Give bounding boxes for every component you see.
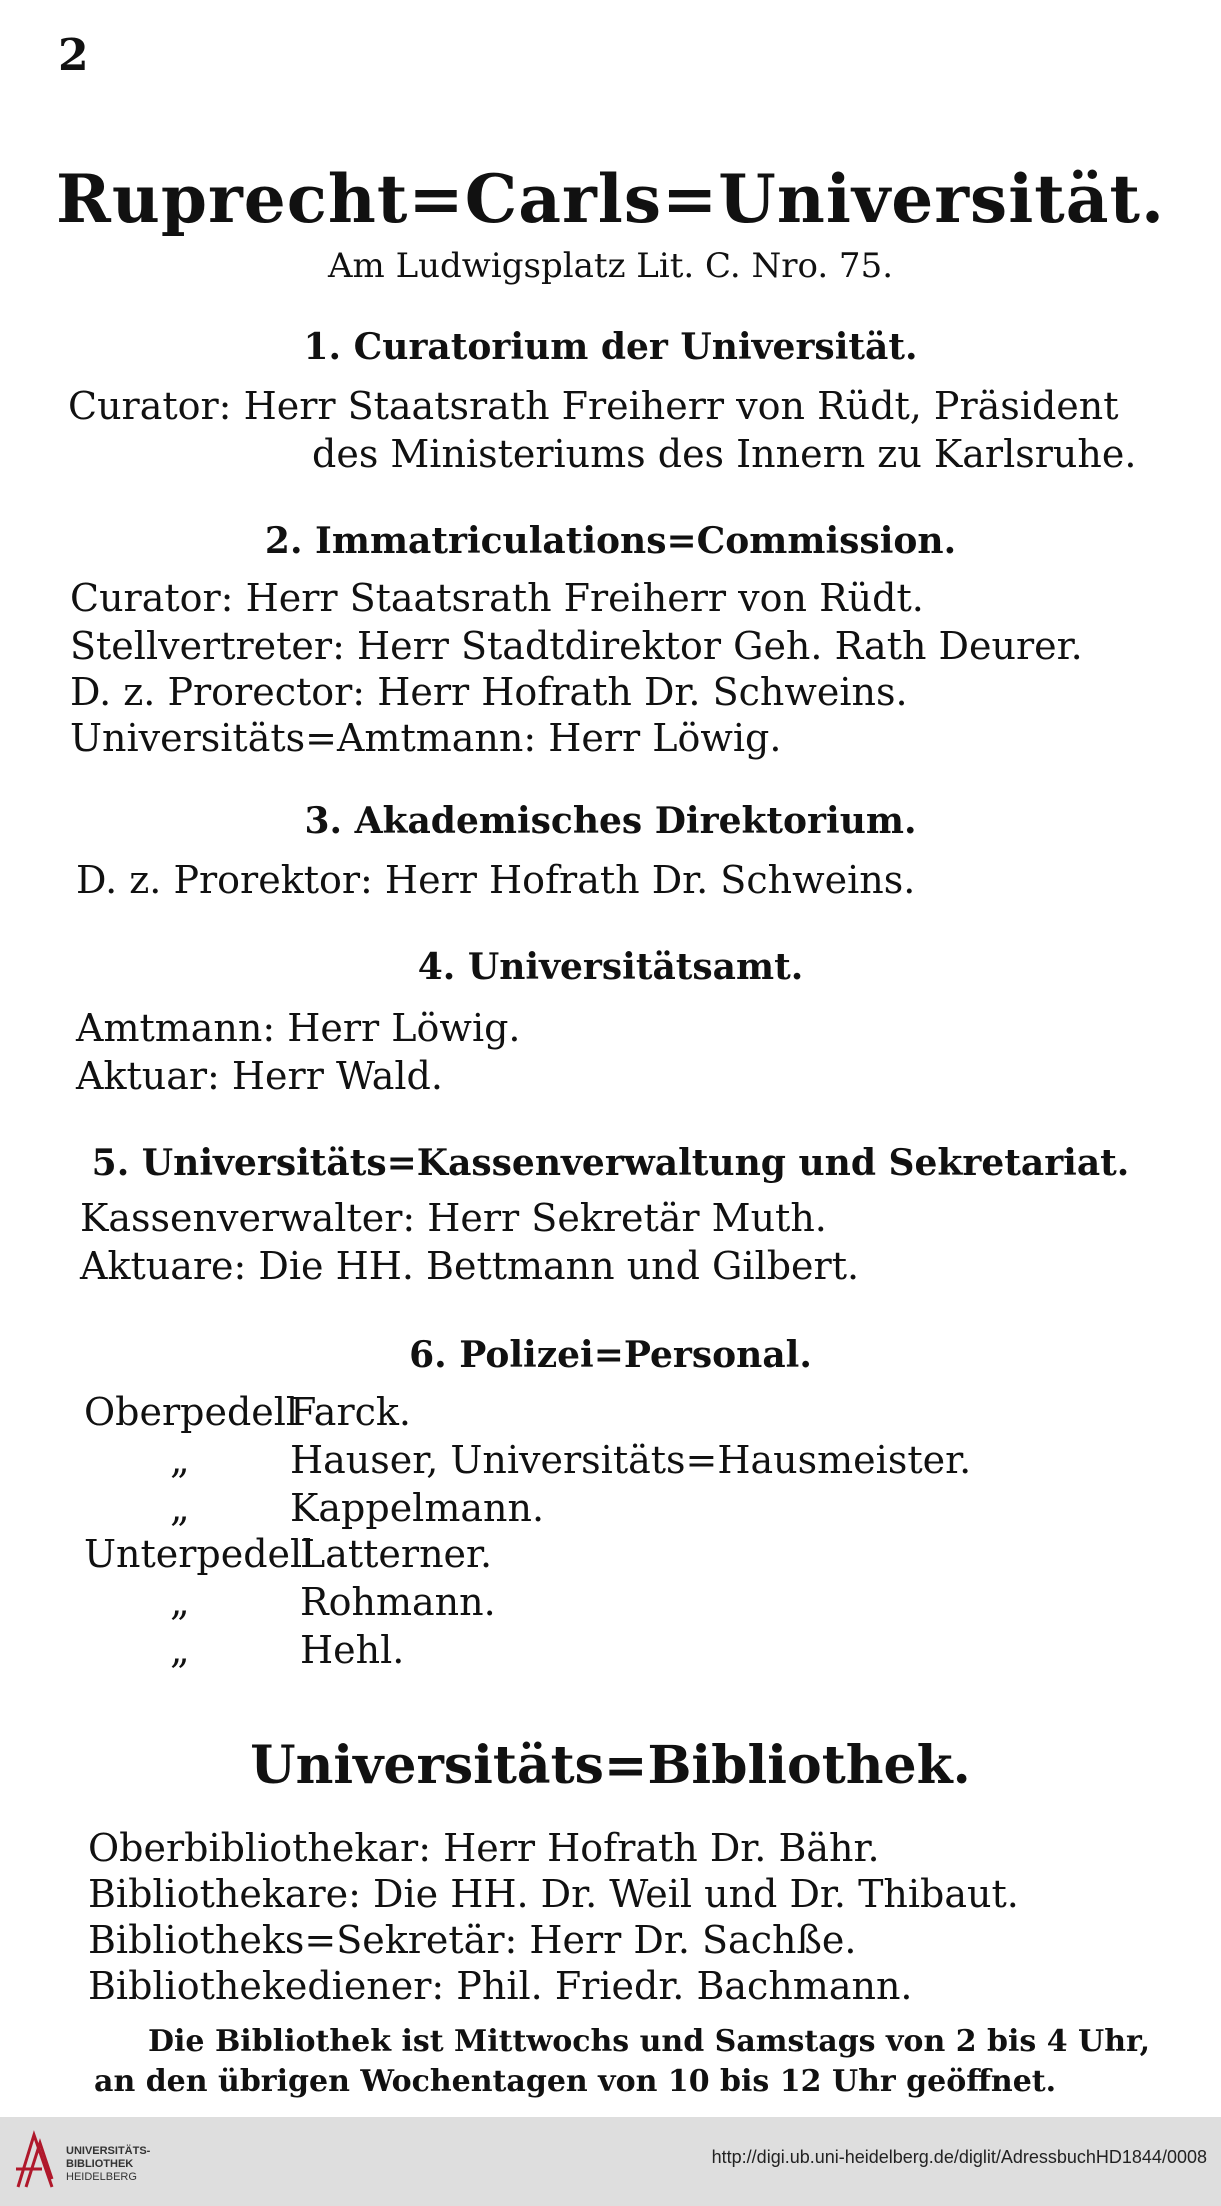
section-line: Stellvertreter: Herr Stadtdirektor Geh. Rath Deurer. [70, 624, 1083, 668]
staff-role: Oberpedell [84, 1390, 299, 1434]
section-heading-immatriculation: 2. Immatriculations=Commission. [264, 520, 957, 562]
section-heading-direktorium: 3. Akademisches Direktorium. [304, 800, 917, 842]
staff-name: Latterner. [300, 1532, 493, 1576]
permalink-url[interactable]: http://digi.ub.uni-heidelberg.de/diglit/AdressbuchHD1844/0008 [711, 2147, 1207, 2167]
staff-name: Hauser, Universitäts=Hausmeister. [290, 1438, 972, 1482]
section-heading-universitaetsamt: 4. Universitätsamt. [417, 946, 804, 988]
library-line: Bibliothekediener: Phil. Friedr. Bachmann. [88, 1964, 913, 2008]
section-line: Amtmann: Herr Löwig. [76, 1006, 521, 1050]
library-line: Bibliothekare: Die HH. Dr. Weil und Dr. Thibaut. [88, 1872, 1019, 1916]
library-hours-note: Die Bibliothek ist Mittwochs und Samstags von 2 bis 4 Uhr, [148, 2024, 1151, 2059]
section-line: Kassenverwalter: Herr Sekretär Muth. [80, 1196, 827, 1240]
staff-name: Hehl. [300, 1628, 405, 1672]
section-line: Universitäts=Amtmann: Herr Löwig. [70, 716, 782, 760]
staff-role: „ [170, 1486, 190, 1530]
staff-role: „ [170, 1628, 190, 1672]
staff-name: Kappelmann. [290, 1486, 545, 1530]
staff-name: Rohmann. [300, 1580, 496, 1624]
section-line: Curator: Herr Staatsrath Freiherr von Rüdt, Präsident [68, 384, 1119, 428]
section-heading-curatorium: 1. Curatorium der Universität. [303, 326, 918, 368]
section-line: D. z. Prorector: Herr Hofrath Dr. Schweins. [70, 670, 908, 714]
library-logo-icon [12, 2129, 58, 2193]
section-line: D. z. Prorektor: Herr Hofrath Dr. Schweins. [76, 858, 916, 902]
page-title: Ruprecht=Carls=Universität. [56, 160, 1165, 238]
viewer-footer [0, 2117, 1221, 2206]
staff-role: Unterpedell [84, 1532, 315, 1576]
library-hours-note: an den übrigen Wochentagen von 10 bis 12 Uhr geöffnet. [94, 2064, 1057, 2099]
section-line: Aktuar: Herr Wald. [76, 1054, 443, 1098]
section-line: Curator: Herr Staatsrath Freiherr von Rüdt. [70, 576, 924, 620]
section-heading-polizei: 6. Polizei=Personal. [409, 1334, 812, 1376]
section-line: Aktuare: Die HH. Bettmann und Gilbert. [80, 1244, 860, 1288]
library-line: Oberbibliothekar: Herr Hofrath Dr. Bähr. [88, 1826, 880, 1870]
section-heading-kassenverwaltung: 5. Universitäts=Kassenverwaltung und Sekretariat. [91, 1142, 1130, 1184]
page-number: 2 [58, 30, 89, 81]
address-line: Am Ludwigsplatz Lit. C. Nro. 75. [327, 246, 894, 286]
library-line: Bibliotheks=Sekretär: Herr Dr. Sachße. [88, 1918, 857, 1962]
staff-role: „ [170, 1580, 190, 1624]
library-logo-text: UNIVERSITÄTS- BIBLIOTHEK HEIDELBERG [66, 2145, 151, 2183]
library-heading: Universitäts=Bibliothek. [250, 1735, 971, 1796]
section-line: des Ministeriums des Innern zu Karlsruhe. [312, 432, 1137, 476]
staff-role: „ [170, 1438, 190, 1482]
staff-name: Farck. [290, 1390, 411, 1434]
